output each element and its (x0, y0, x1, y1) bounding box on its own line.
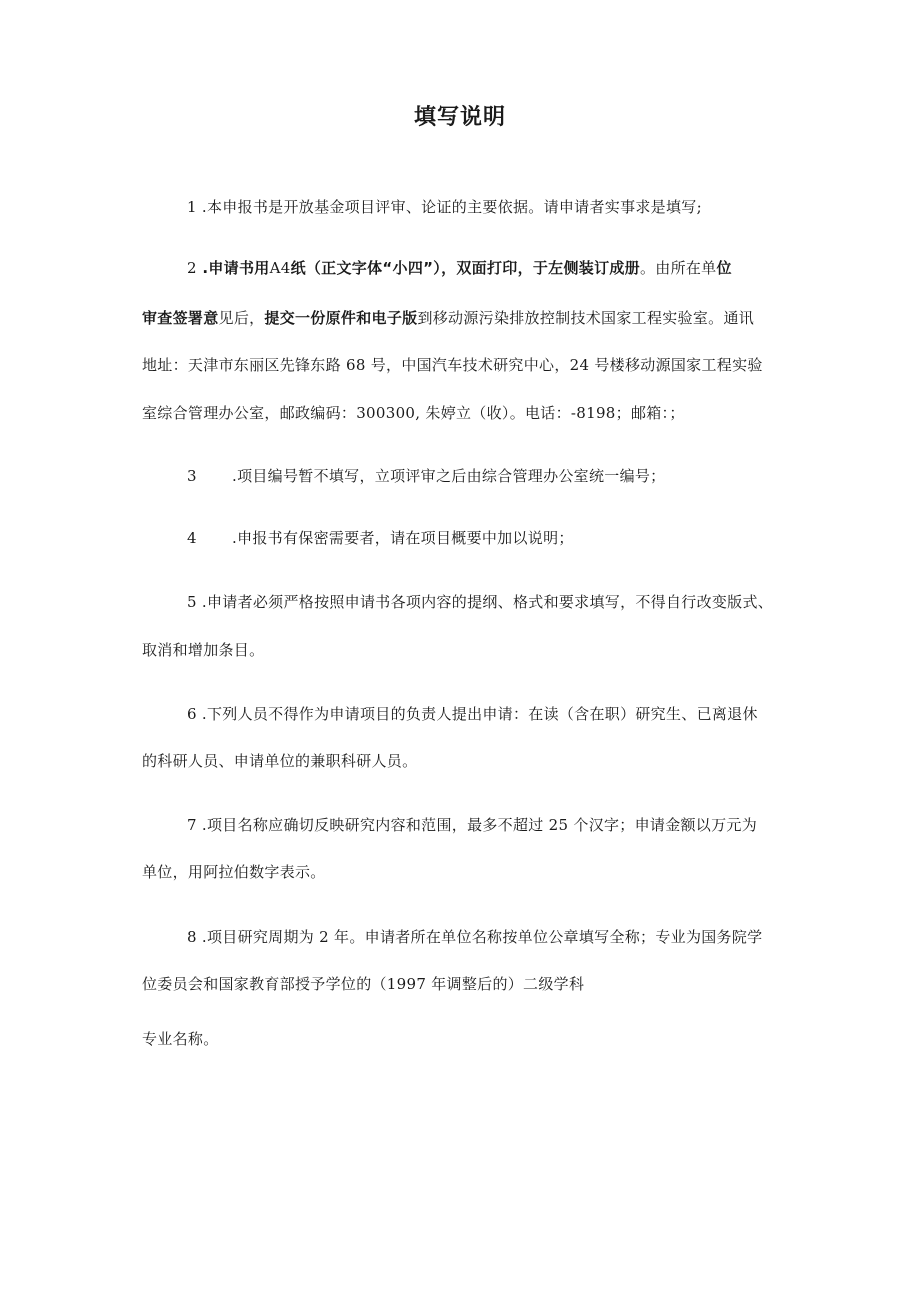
instruction-1-line-1 (187, 197, 702, 217)
instruction-2-bold-2: 纸（正文字体“小四”），双面打印，于左侧装订成册 (290, 259, 640, 277)
instruction-7-line-1 (187, 815, 757, 835)
instruction-3-number: 3 (187, 467, 197, 485)
instruction-8-line-1 (187, 927, 762, 947)
instruction-2-bold-1: .申请书用 (196, 259, 270, 277)
instruction-5-line-1 (187, 592, 773, 612)
instruction-2-regular-3: 到移动源污染排放控制技术国家工程实验室。通讯 (417, 309, 755, 327)
instruction-4 (187, 528, 574, 548)
instruction-4-number: 4 (187, 529, 197, 547)
instruction-2-line-2 (142, 308, 754, 328)
instruction-2-line-4: 室综合管理办公室，邮政编码：300300, 朱婷立（收）。电话：-8198；邮箱：； (142, 404, 685, 422)
instruction-6-text: .下列人员不得作为申请项目的负责人提出申请：在读（含在职）研究生、已离退休 (196, 705, 758, 723)
instruction-8-number: 8 (187, 928, 197, 946)
instruction-3-text: .项目编号暂不填写，立项评审之后由综合管理办公室统一编号； (232, 467, 666, 485)
page-title: 填写说明 (413, 105, 506, 130)
instruction-8-line-3: 专业名称。 (142, 1030, 219, 1048)
instruction-7-number: 7 (187, 816, 197, 834)
instruction-4-text: .申报书有保密需要者，请在项目概要中加以说明； (232, 529, 574, 547)
instruction-2-regular-1: 。由所在单 (639, 259, 717, 277)
instruction-7-text: .项目名称应确切反映研究内容和范围，最多不超过 25 个汉字；申请金额以万元为 (196, 816, 758, 834)
instruction-1-text: .本申报书是开放基金项目评审、论证的主要依据。请申请者实事求是填写; (196, 198, 702, 216)
instruction-2-line-3: 地址：天津市东丽区先锋东路 68 号，中国汽车技术研究中心，24 号楼移动源国家工程实验 (142, 356, 763, 374)
instruction-5-line-2: 取消和增加条目。 (142, 641, 265, 659)
instruction-6-number: 6 (187, 705, 197, 723)
instruction-8-line-2: 位委员会和国家教育部授予学位的（1997 年调整后的）二级学科 (142, 975, 585, 993)
instruction-5-number: 5 (187, 593, 197, 611)
instruction-2-number: 2 (187, 259, 197, 277)
instruction-2-bold-3: 位 (716, 259, 732, 277)
instruction-2-regular-2: 见后， (218, 309, 265, 327)
instruction-6-line-1 (187, 704, 758, 724)
instruction-6-line-2: 的科研人员、申请单位的兼职科研人员。 (142, 752, 418, 770)
instruction-3 (187, 466, 665, 486)
instruction-8-text: .项目研究周期为 2 年。申请者所在单位名称按单位公章填写全称；专业为国务院学 (196, 928, 763, 946)
instruction-2-bold-5: 提交一份原件和电子版 (264, 309, 418, 327)
instruction-2-bold-4: 审查签署意 (142, 309, 219, 327)
instruction-2-line-1 (187, 258, 732, 278)
instruction-2-paper-size: A4 (269, 259, 291, 277)
instruction-1-number: 1 (187, 198, 197, 216)
instruction-5-text: .申请者必须严格按照申请书各项内容的提纲、格式和要求填写，不得自行改变版式、 (196, 593, 774, 611)
instruction-7-line-2: 单位，用阿拉伯数字表示。 (142, 863, 326, 881)
